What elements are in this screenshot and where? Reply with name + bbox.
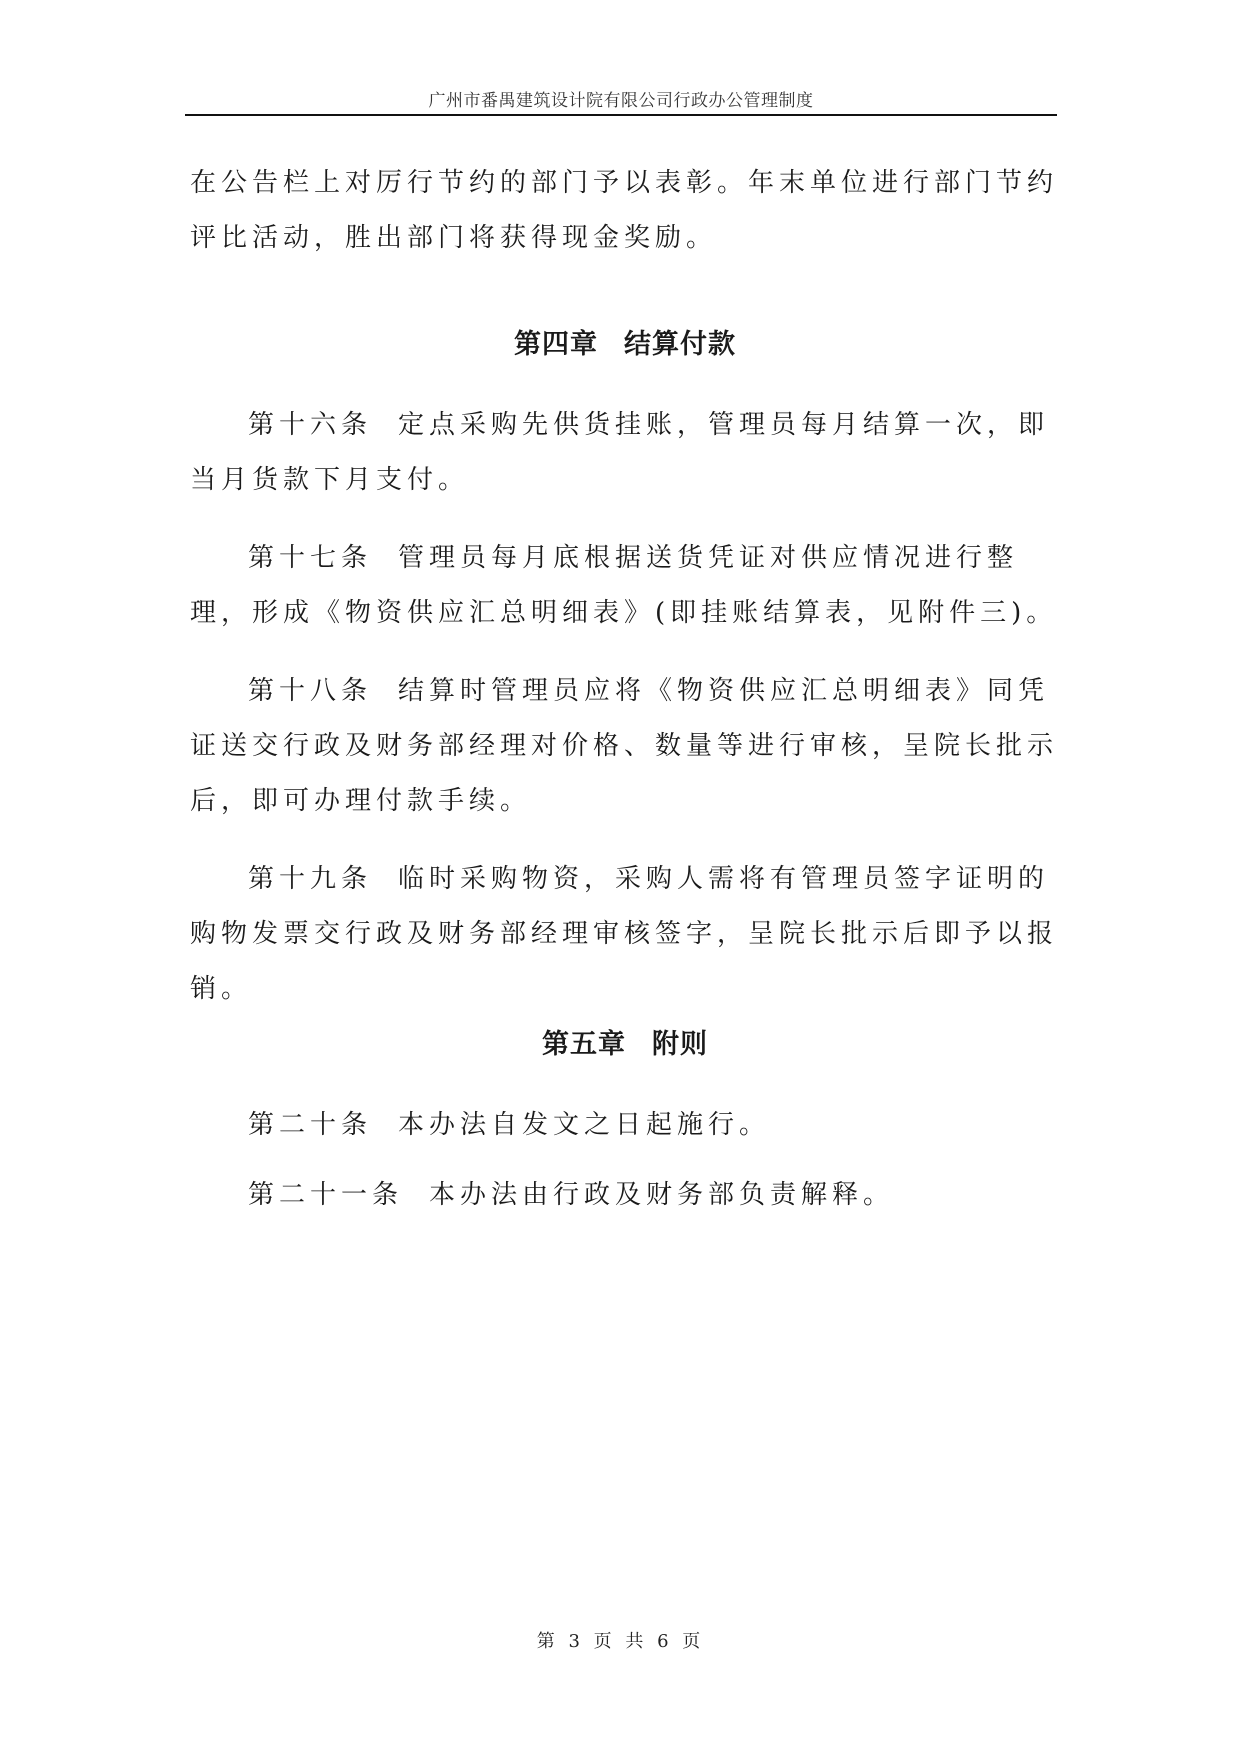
paragraph-continuation: 在公告栏上对厉行节约的部门予以表彰。年末单位进行部门节约评比活动，胜出部门将获得现金奖励。 <box>190 168 1059 253</box>
article-19 <box>190 852 1060 1017</box>
chapter-number: 第五章 <box>542 1029 626 1060</box>
article-text: 本办法自发文之日起施行。 <box>398 1110 771 1140</box>
chapter-4-heading <box>190 322 1060 361</box>
article-label: 第十七条 <box>248 543 373 573</box>
article-label: 第二十一条 <box>248 1180 404 1210</box>
article-text: 定点采购先供货挂账，管理员每月结算一次，即当月货款下月支付。 <box>190 410 1050 495</box>
footer-prefix: 第 <box>536 1631 559 1652</box>
page-number: 3 <box>568 1631 584 1652</box>
article-text: 结算时管理员应将《物资供应汇总明细表》同凭证送交行政及财务部经理对价格、数量等进行审核，呈院长批示后，即可办理付款手续。 <box>190 676 1059 816</box>
article-17 <box>190 531 1060 641</box>
article-18 <box>190 664 1060 829</box>
article-text: 本办法由行政及财务部负责解释。 <box>429 1180 895 1210</box>
footer-suffix: 页 <box>682 1631 705 1652</box>
page-total: 6 <box>657 1631 673 1652</box>
page-footer <box>0 1627 1241 1653</box>
chapter-title: 附则 <box>652 1029 708 1060</box>
article-label: 第十九条 <box>248 864 373 894</box>
chapter-5-heading <box>190 1022 1060 1061</box>
chapter-title: 结算付款 <box>624 329 736 360</box>
article-label: 第十六条 <box>248 410 373 440</box>
article-label: 第十八条 <box>248 676 373 706</box>
article-text: 管理员每月底根据送货凭证对供应情况进行整理，形成《物资供应汇总明细表》(即挂账结算表，见附件三)。 <box>190 543 1058 628</box>
header-rule <box>185 114 1057 116</box>
article-20 <box>190 1098 1060 1153</box>
article-label: 第二十条 <box>248 1110 373 1140</box>
page-header: 广州市番禺建筑设计院有限公司行政办公管理制度 <box>428 91 814 111</box>
footer-mid: 页 共 <box>593 1631 648 1652</box>
chapter-number: 第四章 <box>514 329 598 360</box>
article-16 <box>190 398 1060 508</box>
article-21 <box>190 1168 1060 1223</box>
article-text: 临时采购物资，采购人需将有管理员签字证明的购物发票交行政及财务部经理审核签字，呈院长批示后即予以报销。 <box>190 864 1059 1004</box>
